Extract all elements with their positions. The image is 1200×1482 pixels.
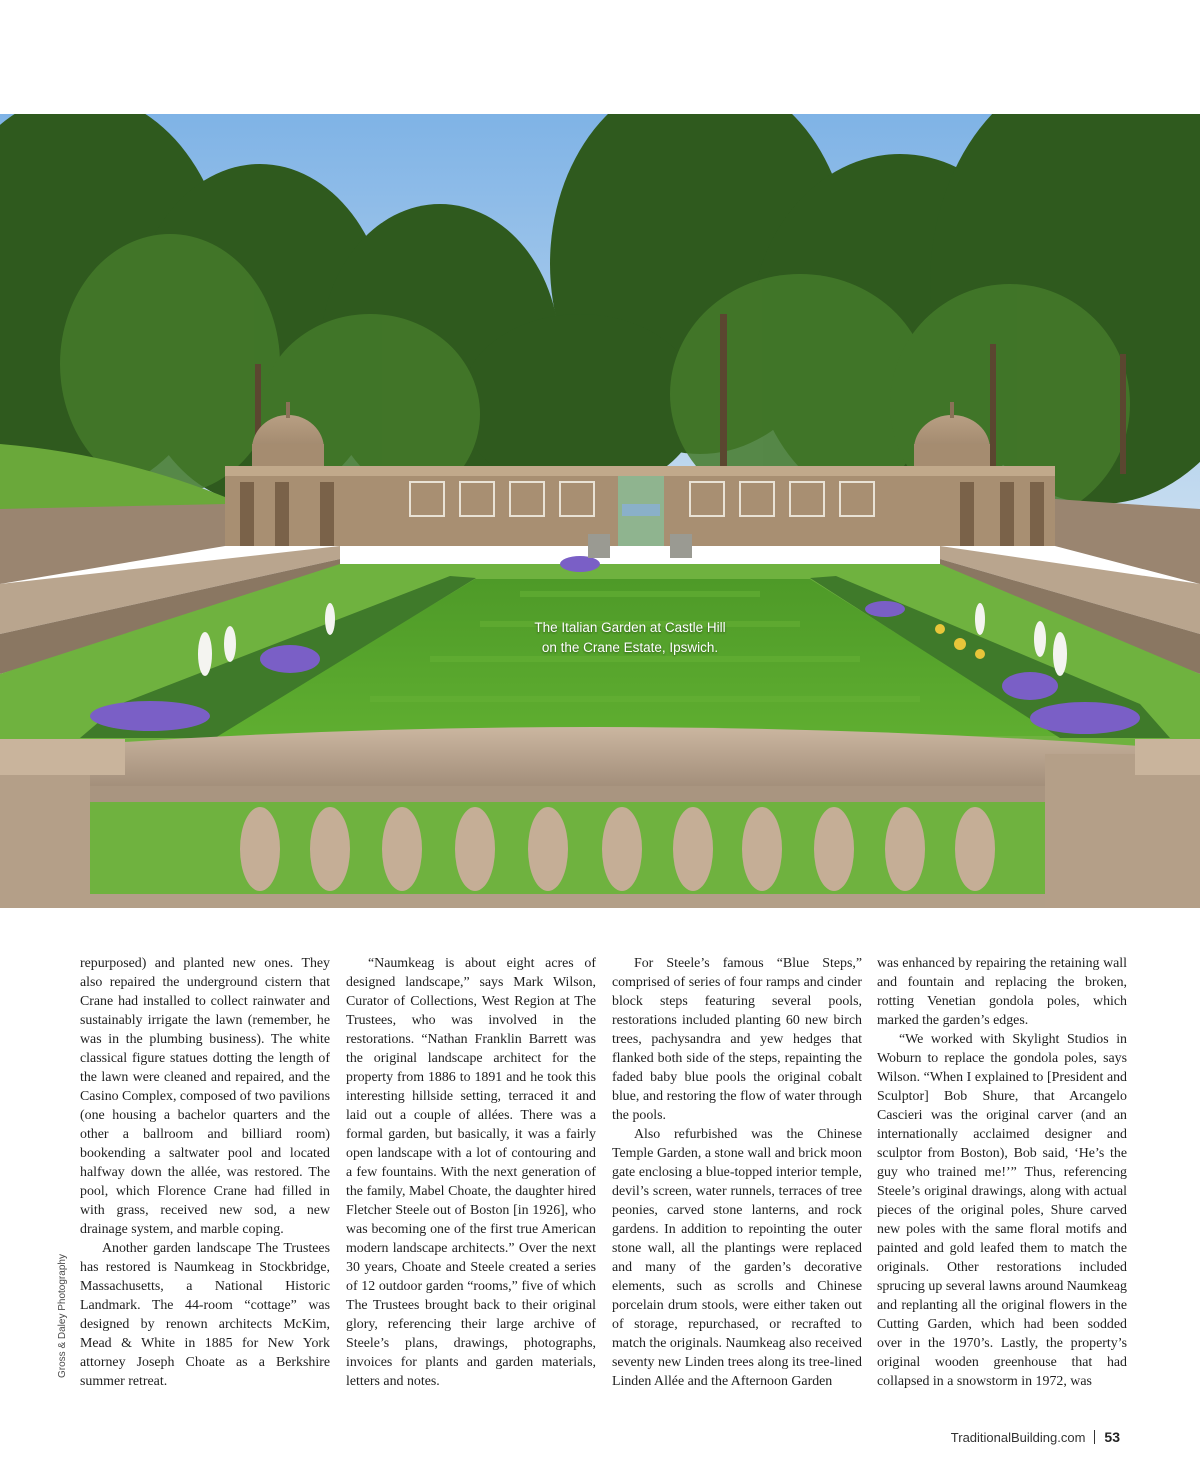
footer-divider [1094,1430,1095,1444]
text-column [80,954,330,1391]
photo-credit: Gross & Daley Photography [57,1254,68,1378]
text-column [612,954,862,1391]
garden-photo [0,114,1200,908]
text-column [877,954,1127,1391]
paragraph: Another garden landscape The Trustees has restored is Naumkeag in Stockbridge, Massachusetts, a National Historic Landmark. The 44-room “cottage” was designed by renown architects McKim, Mead & White in 1885 for New York attorney Joseph Choate as a Berkshire summer retreat. [80,1241,330,1389]
page-number: 53 [1104,1429,1120,1445]
paragraph: For Steele’s famous “Blue Steps,” comprised of series of four ramps and cinder block steps featuring several pools, restorations included planting 60 new birch trees, pachysandra and yew hedges that flanked both side of the steps, repainting the faded baby blue pools the original cobalt blue, and restoring the flow of water through the pools. [612,956,862,1123]
paragraph: repurposed) and planted new ones. They also repaired the underground cistern that Crane had installed to collect rainwater and sustainably irrigate the lawn (remember, he was in the plumbing business). The white classical figure statues dotting the length of the lawn were cleaned and repaired, and the Casino Complex, composed of two pavilions (one housing a bachelor quarters and the other a ballroom and billiard room) bookending a saltwater pool and located halfway down the allée, was restored. The pool, which Florence Crane had filled in with grass, received new sod, a new drainage system, and marble coping. [80,956,331,1237]
page-footer [951,1429,1120,1445]
photo-caption [480,618,780,658]
caption-line: on the Crane Estate, Ipswich. [541,640,719,655]
paragraph: “Naumkeag is about eight acres of designed landscape,” says Mark Wilson, Curator of Collections, West Region at The Trustees, who was involved in the restorations. “Nathan Franklin Barrett was the original landscape architect for the property from 1886 to 1891 and he took this interesting hillside setting, terraced it and laid out a couple of allées. There was a formal garden, but basically, it was a fairly open landscape with a lot of contouring and a few fountains. With the next generation of the family, Mabel Choate, the daughter hired Fletcher Steele out of Boston [in 1926], who was becoming one of the first true American modern landscape architects.” Over the next 30 years, Choate and Steele created a series of 12 outdoor garden “rooms,” five of which The Trustees brought back to their original glory, referencing their large archive of Steele’s plans, drawings, photographs, invoices for plants and garden materials, letters and notes. [346,956,596,1389]
paragraph: “We worked with Skylight Studios in Woburn to replace the gondola poles, says Wilson. “When I explained to [President and Sculptor] Bob Shure, that Arcangelo Cascieri was the original carver (and an internationally acclaimed designer and sculptor from Boston), Bob said, ‘He’s the guy who trained me!’” Thus, referencing Steele’s original drawings, along with actual pieces of the original poles, Shure carved new poles with the same floral motifs and painted and gold leafed them to match the originals. Other restorations included sprucing up several lawns around Naumkeag and replanting all the original flowers in the Cutting Garden, which had been sodded over in the 1970’s. Lastly, the property’s original wooden greenhouse that had collapsed in a snowstorm in 1972, was [877,1032,1127,1389]
footer-site-link[interactable]: TraditionalBuilding.com [950,1429,1086,1445]
paragraph: Also refurbished was the Chinese Temple Garden, a stone wall and brick moon gate enclosing a blue-topped interior temple, devil’s screen, water runnels, terraces of tree peonies, carved stone lanterns, and rock gardens. In addition to repointing the outer stone wall, all the plantings were replaced and many of the garden’s decorative elements, such as scrolls and Chinese porcelain drum stools, were either taken out of storage, repurchased, or recrafted to match the originals. Naumkeag also received seventy new Linden trees along its tree-lined Linden Allée and the Afternoon Garden [612,1127,862,1389]
paragraph: was enhanced by repairing the retaining wall and fountain and replacing the broken, rotting Venetian gondola poles, which marked the garden’s edges. [877,956,1127,1028]
text-column [346,954,596,1391]
caption-line: The Italian Garden at Castle Hill [534,620,726,635]
